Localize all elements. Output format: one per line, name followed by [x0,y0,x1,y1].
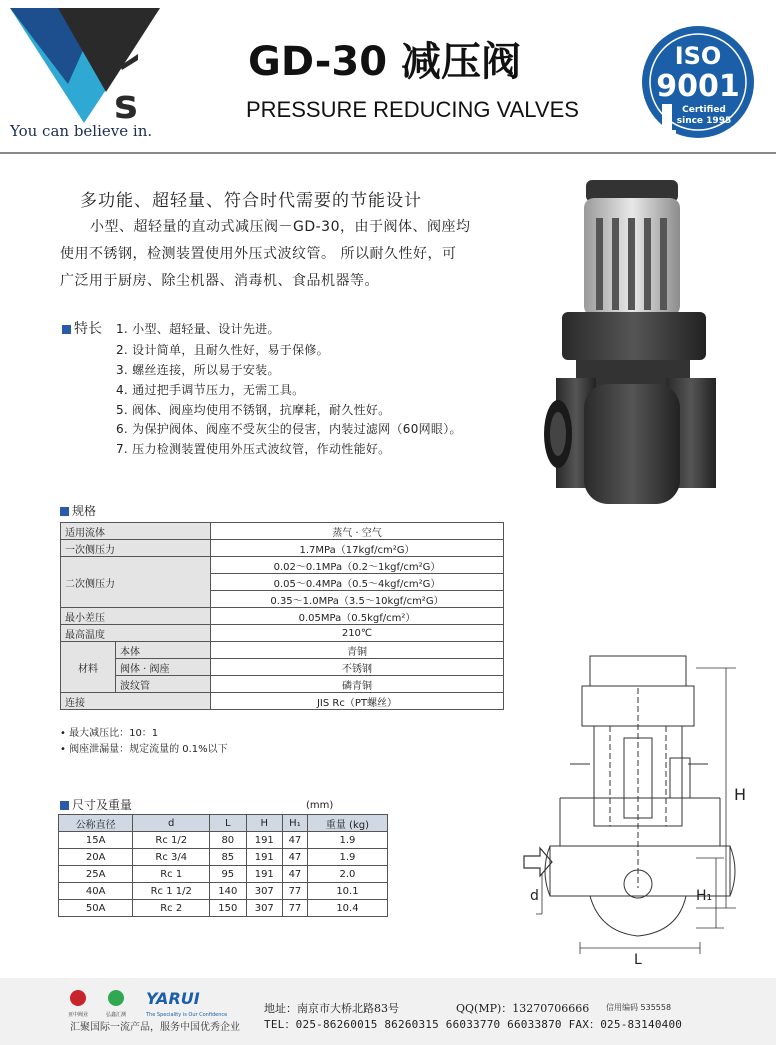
cell: 80 [210,832,246,849]
specs-title-text: 规格 [72,504,97,518]
cell: 15A [59,832,133,849]
spec-table [60,522,504,710]
table-header-row [59,815,388,832]
table-row [61,659,504,676]
col-header: H [246,815,282,832]
feature-item: 6. 为保护阀体、阀座不受灰尘的侵害，内装过滤网（60网眼）。 [116,422,462,436]
cell: 150 [210,900,246,917]
cell: 307 [246,900,282,917]
dims-title-text: 尺寸及重量 [72,798,133,812]
page-subtitle: PRESSURE REDUCING VALVES [246,97,579,122]
cell: Rc 1 [133,866,210,883]
cell: 1.9 [307,832,387,849]
intro-line: 广泛用于厨房、除尘机器、消毒机、食品机器等。 [60,273,379,289]
valve-product-photo [536,178,736,518]
spec-label: 最小差压 [61,608,211,625]
table-row [61,676,504,693]
table-row [61,540,504,557]
drawing-label-H1: H₁ [696,888,713,904]
bullet-square-icon [60,801,69,810]
spec-sublabel: 阀体 · 阀座 [116,659,211,676]
spec-value: 蒸气 · 空气 [211,523,504,540]
logo-text-yazhong: 亚中阀业 [68,1012,89,1018]
features-title [62,318,102,338]
logo-text-yarui: YARUI [146,989,200,1008]
dims-unit: (mm) [306,800,334,811]
feature-item: 7. 压力检测装置使用外压式波纹管，作动性能好。 [116,442,391,456]
spec-note: • 最大减压比：10：1 [60,728,159,739]
intro-headline: 多功能、超轻量、符合时代需要的节能设计 [80,191,422,211]
dims-title [60,796,132,813]
col-header: L [210,815,246,832]
cell: 40A [59,883,133,900]
spec-value: 210℃ [211,625,504,642]
iso-line2: 9001 [656,69,740,104]
table-row [59,849,388,866]
cell: 10.4 [307,900,387,917]
iso-line3: Certified [682,105,726,115]
iso-line4: since 1995 [676,116,732,126]
cell: 77 [282,883,307,900]
spec-value: 青铜 [211,642,504,659]
spec-value: 1.7MPa（17kgf/cm²G） [211,540,504,557]
cell: 85 [210,849,246,866]
col-header: d [133,815,210,832]
spec-sublabel: 本体 [116,642,211,659]
drawing-label-L: L [634,952,642,968]
cell: 307 [246,883,282,900]
drawing-label-d: d [530,888,539,904]
spec-value: 不锈钢 [211,659,504,676]
table-row [59,866,388,883]
spec-label: 二次侧压力 [61,557,211,608]
feature-item: 1. 小型、超轻量、设计先进。 [116,322,280,336]
bullet-square-icon [62,325,71,334]
cell: 2.0 [307,866,387,883]
col-header: H₁ [282,815,307,832]
spec-value: JIS Rc（PT螺丝） [211,693,504,710]
features-title-text: 特长 [74,321,102,337]
cell: Rc 1 1/2 [133,883,210,900]
cell: 191 [246,832,282,849]
footer-tel-fax: TEL：025-86260015 86260315 66033770 66033870 FAX：025-83140400 [264,1018,683,1031]
logo-text-hongxin: 弘鑫汇测 [106,1012,127,1018]
cell: 10.1 [307,883,387,900]
spec-label: 最高温度 [61,625,211,642]
brand-slogan: You can believe in. [10,122,153,140]
footer-slogan: 汇聚国际一流产品，服务中国优秀企业 [70,1022,240,1033]
table-row [61,523,504,540]
cell: Rc 2 [133,900,210,917]
cell: 1.9 [307,849,387,866]
dims-table [58,814,388,917]
spec-value: 0.02～0.1MPa（0.2～1kgf/cm²G） [211,557,504,574]
partner-logos [66,982,246,1022]
col-header: 公称直径 [59,815,133,832]
cell: 140 [210,883,246,900]
intro-line: 小型、超轻量的直动式减压阀－GD-30，由于阀体、阀座均 [90,219,471,235]
cell: 47 [282,849,307,866]
cell: 25A [59,866,133,883]
spec-label: 材料 [61,642,116,693]
page-title: GD-30 减压阀 [248,39,521,85]
footer-address: 地址：南京市大桥北路83号 [264,1002,399,1015]
footer-credit-code: 信用编码 535558 [606,1003,672,1012]
cell: 191 [246,849,282,866]
specs-title [60,502,96,519]
cell: 95 [210,866,246,883]
spec-value: 0.05MPa（0.5kgf/cm²） [211,608,504,625]
spec-value: 0.35～1.0MPa（3.5～10kgf/cm²G） [211,591,504,608]
table-row [61,557,504,574]
svg-text:s: s [114,82,138,128]
spec-label: 连接 [61,693,211,710]
cell: Rc 1/2 [133,832,210,849]
feature-item: 5. 阀体、阀座均使用不锈钢，抗摩耗，耐久性好。 [116,403,391,417]
cell: 47 [282,866,307,883]
spec-label: 适用流体 [61,523,211,540]
table-row [59,900,388,917]
feature-item: 2. 设计简单，且耐久性好，易于保修。 [116,343,329,357]
spec-note: • 阀座泄漏量：规定流量的 0.1%以下 [60,744,228,755]
cell: 20A [59,849,133,866]
drawing-label-H: H [734,785,747,804]
header-divider [0,152,776,154]
table-row [61,693,504,710]
logo-text-tagline: The Speciality is Our Confidence [146,1012,228,1018]
cell: 47 [282,832,307,849]
spec-value: 0.05～0.4MPa（0.5～4kgf/cm²G） [211,574,504,591]
intro-line: 使用不锈钢，检测装置使用外压式波纹管。 所以耐久性好，可 [60,246,457,262]
table-row [61,608,504,625]
cell: 77 [282,900,307,917]
cell: Rc 3/4 [133,849,210,866]
valve-section-drawing [520,648,760,968]
spec-label: 一次侧压力 [61,540,211,557]
table-row [59,883,388,900]
table-row [59,832,388,849]
cell: 50A [59,900,133,917]
feature-item: 3. 螺丝连接，所以易于安装。 [116,363,280,377]
table-row [61,642,504,659]
bullet-square-icon [60,507,69,516]
cell: 191 [246,866,282,883]
spec-value: 磷青铜 [211,676,504,693]
spec-sublabel: 波纹管 [116,676,211,693]
footer-qq: QQ(MP)：13270706666 [456,1002,590,1015]
iso-line1: ISO [674,42,722,70]
feature-item: 4. 通过把手调节压力，无需工具。 [116,383,305,397]
iso-9001-badge [638,20,758,150]
col-header: 重量 (kg) [307,815,387,832]
table-row [61,625,504,642]
js-logo [10,8,160,138]
